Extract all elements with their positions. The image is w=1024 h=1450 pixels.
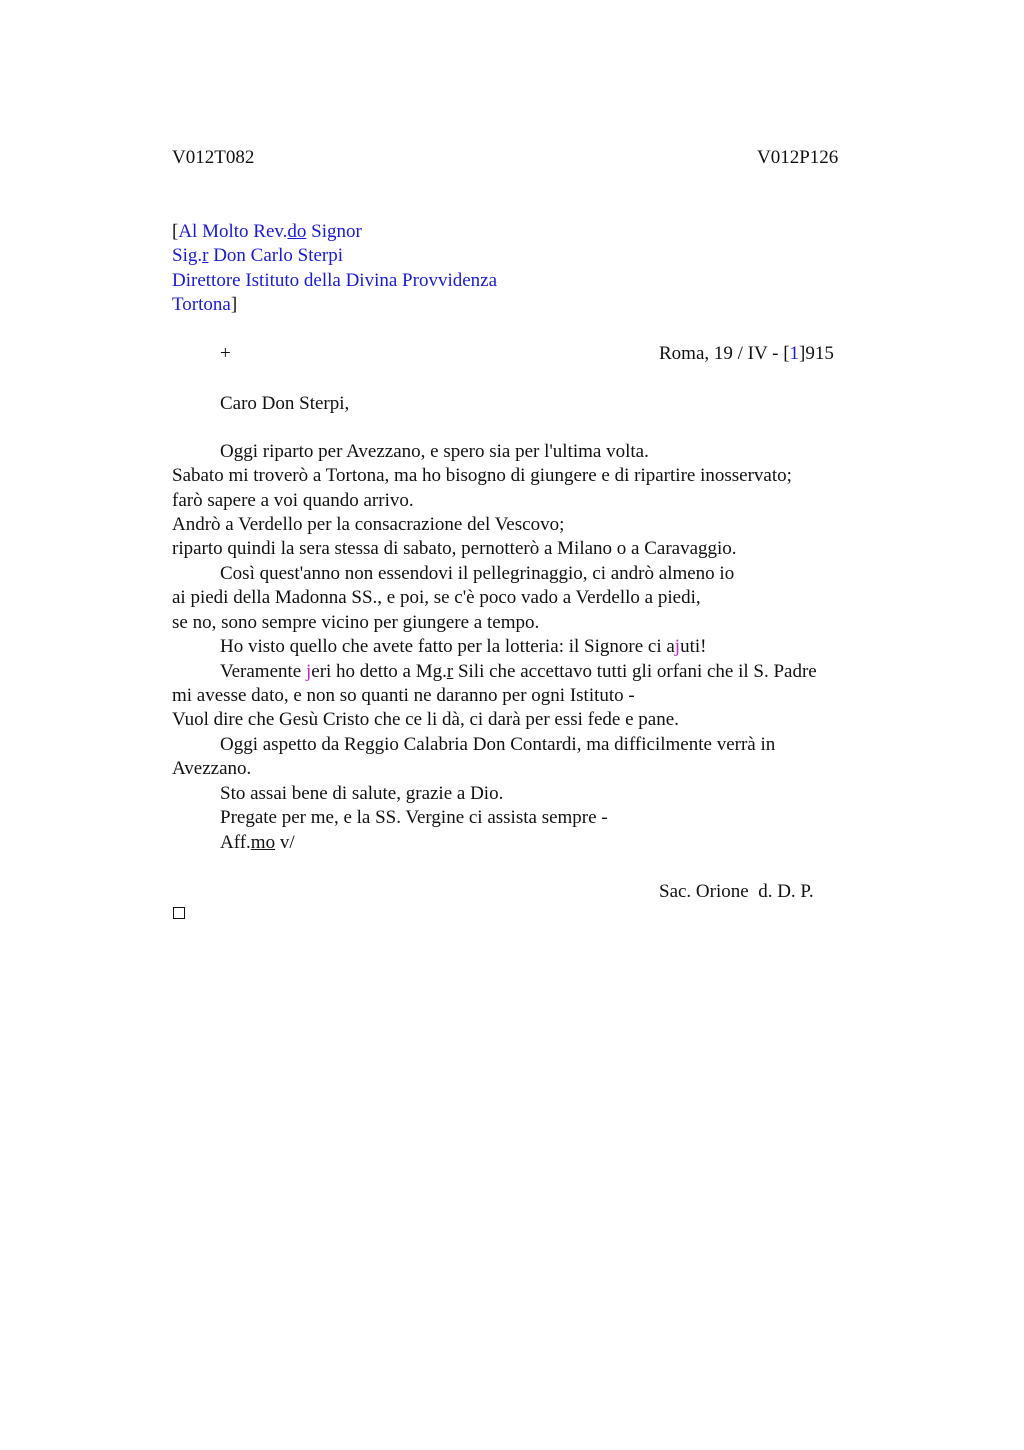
body-line xyxy=(220,660,817,684)
address-text: Sig. xyxy=(172,245,203,266)
body-line: Oggi aspetto da Reggio Calabria Don Contardi, ma difficilmente verrà in xyxy=(220,734,776,755)
document-code-right: V012P126 xyxy=(757,147,839,168)
body-line: ai piedi della Madonna SS., e poi, se c'è poco vado a Verdello a piedi, xyxy=(172,587,701,608)
body-line: Così quest'anno non essendovi il pellegrinaggio, ci andrò almeno io xyxy=(220,563,735,584)
address-line-4 xyxy=(172,293,237,317)
closing-text: Aff. xyxy=(220,832,251,853)
body-text: Veramente xyxy=(220,661,306,682)
body-line: Sabato mi troverò a Tortona, ma ho bisogno di giungere e di ripartire inosservato; xyxy=(172,465,792,486)
body-line: Avezzano. xyxy=(172,758,252,779)
body-text: eri ho detto a Mg. xyxy=(311,661,447,682)
body-superscript: r xyxy=(446,661,454,682)
closing-text: v/ xyxy=(275,832,295,853)
close-bracket: ] xyxy=(230,294,238,315)
closing-superscript: mo xyxy=(250,832,276,853)
body-line: mi avesse dato, e non so quanti ne daranno per ogni Istituto - xyxy=(172,685,635,706)
closing-line xyxy=(220,831,295,855)
open-bracket: [ xyxy=(172,221,179,242)
address-text: Al Molto Rev. xyxy=(178,221,288,242)
address-superscript: do xyxy=(287,221,307,242)
place-date xyxy=(659,342,834,366)
body-variant-letter: j xyxy=(674,636,681,657)
body-line: Vuol dire che Gesù Cristo che ce li dà, ci darà per essi fede e pane. xyxy=(172,709,679,730)
signature: Sac. Orione d. D. P. xyxy=(659,881,814,902)
address-superscript: r xyxy=(202,245,209,266)
address-text: Tortona xyxy=(172,294,231,315)
end-marker-box xyxy=(173,907,185,919)
salutation: Caro Don Sterpi, xyxy=(220,393,350,414)
body-line: Sto assai bene di salute, grazie a Dio. xyxy=(220,783,504,804)
address-line-3: Direttore Istituto della Divina Provvidenza xyxy=(172,270,498,291)
body-line: farò sapere a voi quando arrivo. xyxy=(172,490,414,511)
date-text: ]915 xyxy=(799,343,834,364)
date-text: Roma, 19 / IV - [ xyxy=(659,343,790,364)
body-line: Pregate per me, e la SS. Vergine ci assista sempre - xyxy=(220,807,608,828)
body-line: Oggi riparto per Avezzano, e spero sia per l'ultima volta. xyxy=(220,441,649,462)
address-text: Don Carlo Sterpi xyxy=(208,245,344,266)
cross-mark: + xyxy=(220,343,231,364)
body-text: uti! xyxy=(680,636,707,657)
body-line: riparto quindi la sera stessa di sabato, pernotterò a Milano o a Caravaggio. xyxy=(172,538,737,559)
body-line: Andrò a Verdello per la consacrazione del Vescovo; xyxy=(172,514,565,535)
address-line-2 xyxy=(172,244,343,268)
address-line-1 xyxy=(172,220,362,244)
document-code-left: V012T082 xyxy=(172,147,255,168)
address-text: Signor xyxy=(306,221,362,242)
body-variant-letter: j xyxy=(305,661,312,682)
body-text: Ho visto quello che avete fatto per la lotteria: il Signore ci a xyxy=(220,636,675,657)
date-editorial-digit: 1 xyxy=(789,343,800,364)
body-line: se no, sono sempre vicino per giungere a tempo. xyxy=(172,612,540,633)
body-text: Sili che accettavo tutti gli orfani che il S. Padre xyxy=(453,661,817,682)
body-line xyxy=(220,635,706,659)
